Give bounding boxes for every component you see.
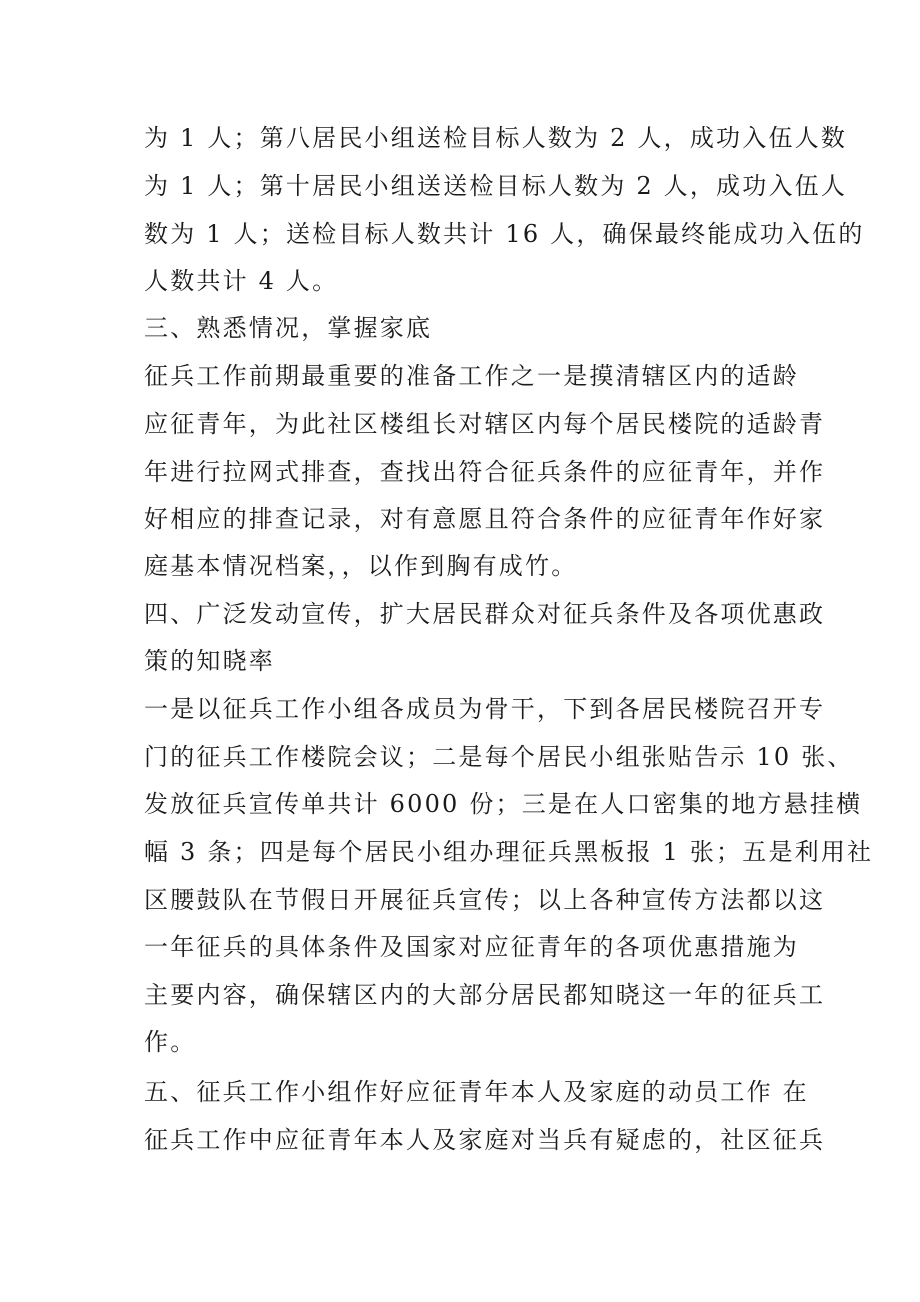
text-line: 一年征兵的具体条件及国家对应征青年的各项优惠措施为 <box>144 933 799 961</box>
text-line: 区腰鼓队在节假日开展征兵宣传；以上各种宣传方法都以这 <box>144 886 826 914</box>
section-heading: 策的知晓率 <box>144 647 275 675</box>
text-line: 庭基本情况档案，，以作到胸有成竹。 <box>144 552 578 580</box>
text-line: 幅 3 条；四是每个居民小组办理征兵黑板报 1 张；五是利用社 <box>144 838 874 866</box>
text-line: 作。 <box>144 1028 197 1056</box>
text-line: 年进行拉网式排查，查找出符合征兵条件的应征青年，并作 <box>144 458 826 486</box>
text-line: 主要内容，确保辖区内的大部分居民都知晓这一年的征兵工 <box>144 981 826 1009</box>
section-heading: 四、广泛发动宣传，扩大居民群众对征兵条件及各项优惠政 <box>144 600 826 628</box>
text-line: 数为 1 人；送检目标人数共计 16 人，确保最终能成功入伍的 <box>144 220 865 248</box>
text-line: 为 1 人；第八居民小组送检目标人数为 2 人，成功入伍人数 <box>144 124 848 152</box>
text-line: 人数共计 4 人。 <box>144 267 339 295</box>
text-line: 征兵工作中应征青年本人及家庭对当兵有疑虑的，社区征兵 <box>144 1126 826 1154</box>
text-line: 门的征兵工作楼院会议；二是每个居民小组张贴告示 10 张、 <box>144 743 854 771</box>
text-line: 应征青年，为此社区楼组长对辖区内每个居民楼院的适龄青 <box>144 410 826 438</box>
text-line: 征兵工作前期最重要的准备工作之一是摸清辖区内的适龄 <box>144 362 799 390</box>
text-line: 发放征兵宣传单共计 6000 份；三是在人口密集的地方悬挂横 <box>144 790 863 818</box>
text-line: 好相应的排查记录，对有意愿且符合条件的应征青年作好家 <box>144 505 826 533</box>
text-line: 一是以征兵工作小组各成员为骨干，下到各居民楼院召开专 <box>144 695 826 723</box>
text-line: 为 1 人；第十居民小组送送检目标人数为 2 人，成功入伍人 <box>144 172 848 200</box>
section-heading: 五、征兵工作小组作好应征青年本人及家庭的动员工作 在 <box>144 1078 809 1106</box>
section-heading: 三、熟悉情况，掌握家底 <box>144 314 433 342</box>
